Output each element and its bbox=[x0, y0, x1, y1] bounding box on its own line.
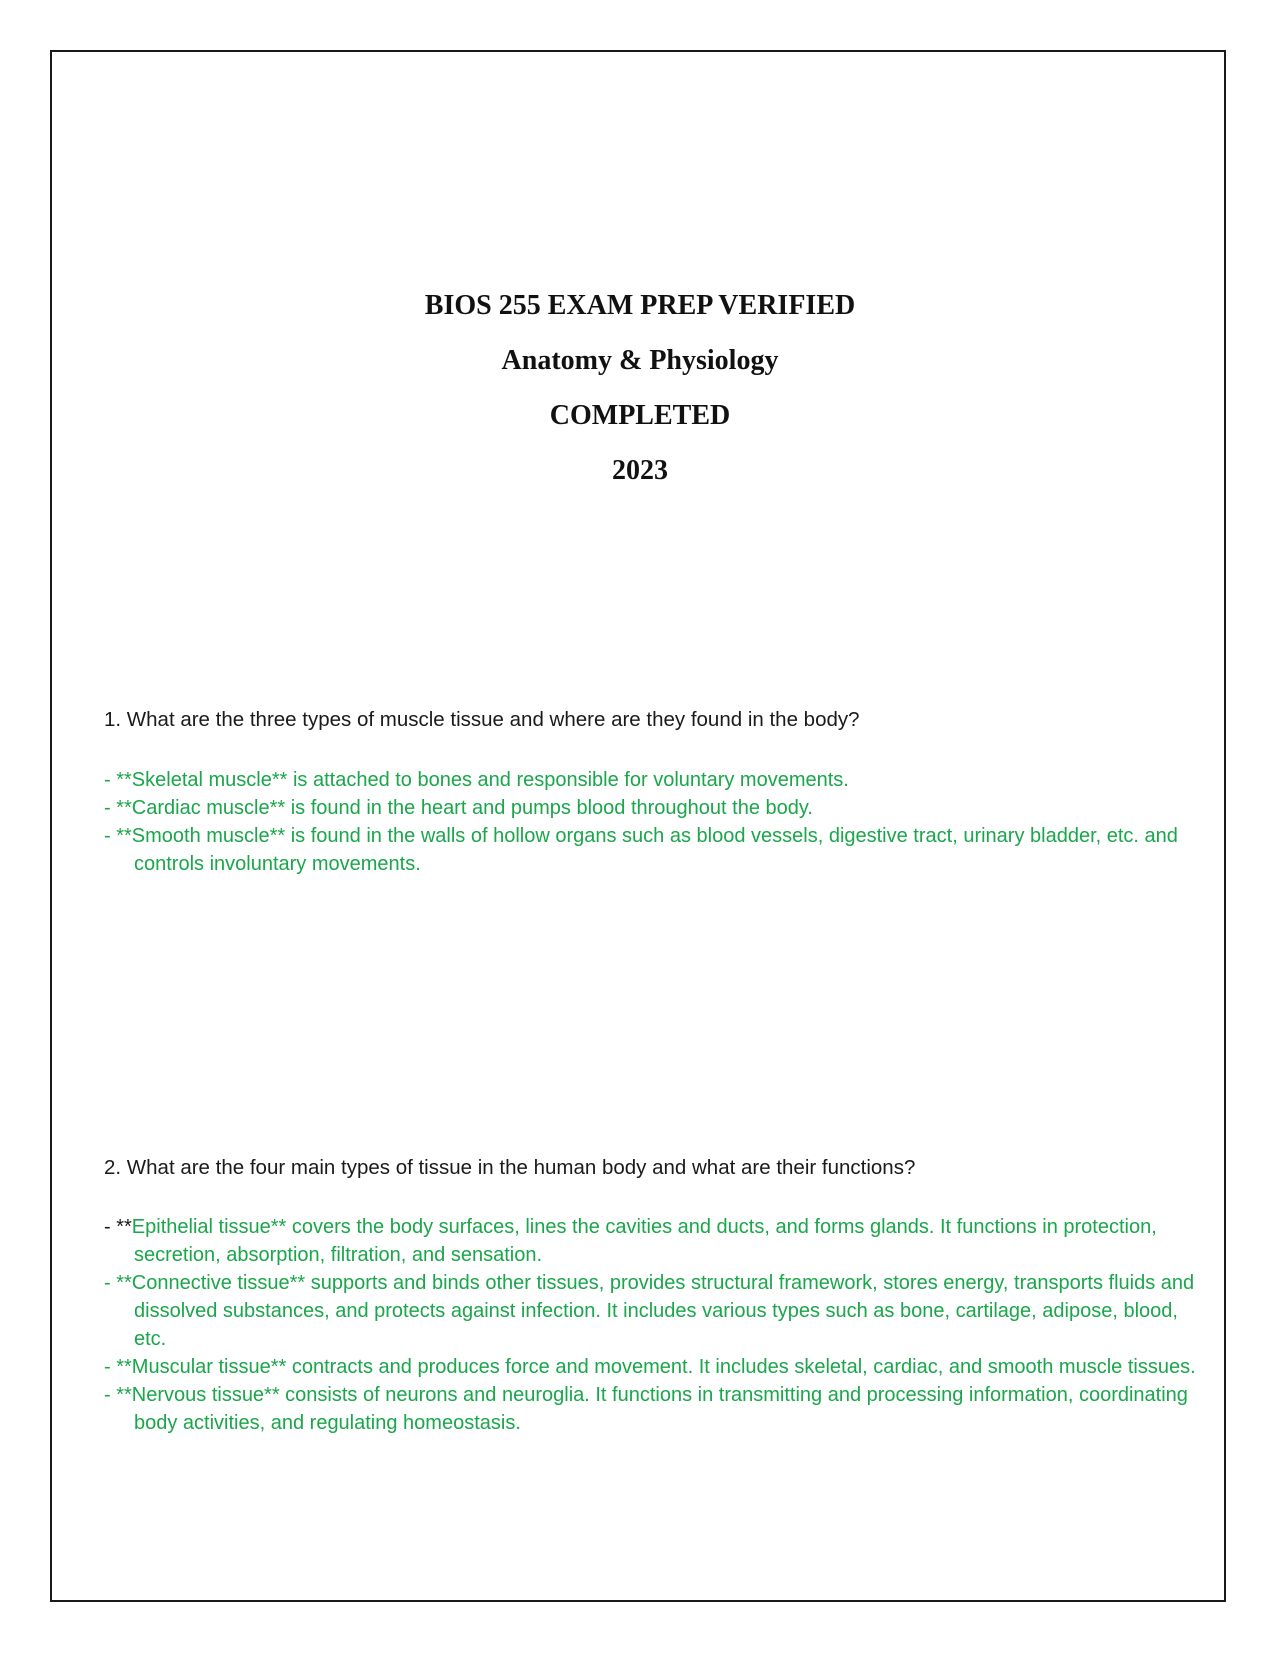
title-line-1: BIOS 255 EXAM PREP VERIFIED bbox=[424, 290, 856, 321]
answer-item: - **Cardiac muscle** is found in the heart and pumps blood throughout the body. bbox=[104, 797, 813, 819]
answer-item: - **Skeletal muscle** is attached to bones and responsible for voluntary movements. bbox=[104, 769, 849, 791]
answer-item: - **Muscular tissue** contracts and produces force and movement. It includes skeletal, cardiac, and smooth muscle tissues. bbox=[104, 1356, 1196, 1378]
title-line-3: COMPLETED bbox=[549, 400, 731, 431]
answer-item: - **Smooth muscle** is found in the walls of hollow organs such as blood vessels, digestive tract, urinary bladder, etc. and controls involuntary movements. bbox=[104, 825, 1178, 875]
answer-item: - **Connective tissue** supports and binds other tissues, provides structural framework, stores energy, transports fluids and dissolved substances, and protects against infection. It includes various types such as bone, cartilage, adipose, blood, etc. bbox=[104, 1272, 1195, 1350]
answer-text: Epithelial tissue** covers the body surfaces, lines the cavities and ducts, and forms glands. It functions in protection, secretion, absorption, filtration, and sensation. bbox=[131, 1216, 1157, 1266]
question-1: 1. What are the three types of muscle tissue and where are they found in the body? bbox=[104, 708, 860, 731]
answer-prefix: - ** bbox=[104, 1216, 132, 1238]
answer-item: - **Nervous tissue** consists of neurons and neuroglia. It functions in transmitting and processing information, coordinating body activities, and regulating homeostasis. bbox=[104, 1384, 1188, 1434]
question-1-answers bbox=[104, 766, 1214, 878]
title-line-4: 2023 bbox=[612, 455, 668, 486]
title-line-2: Anatomy & Physiology bbox=[501, 345, 779, 376]
answer-item bbox=[104, 1213, 1214, 1269]
title-block bbox=[0, 278, 1280, 498]
question-2-answers bbox=[104, 1213, 1214, 1437]
question-2: 2. What are the four main types of tissue in the human body and what are their functions? bbox=[104, 1156, 916, 1179]
